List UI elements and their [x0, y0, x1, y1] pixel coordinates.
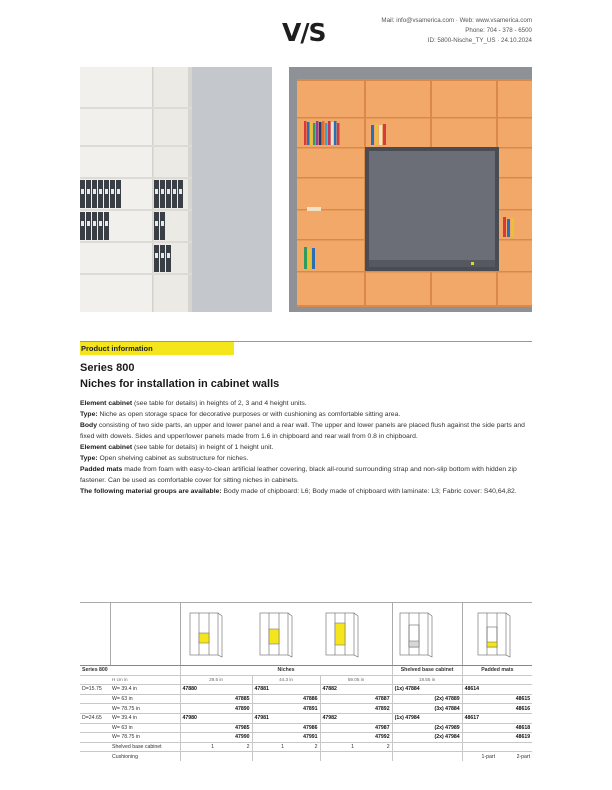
article-number: 47987 — [356, 723, 392, 733]
contact-mail-web: Mail: info@vsamerica.com · Web: www.vsamerica.com — [381, 17, 532, 24]
article-number — [252, 733, 286, 743]
niche-3hu-diagram — [258, 611, 294, 659]
article-number: 48617 — [462, 713, 497, 723]
article-number: 48614 — [462, 685, 497, 695]
width-cell: W= 39.4 in — [110, 713, 180, 723]
niche-2hu-diagram — [188, 611, 224, 659]
article-number: 47886 — [286, 694, 320, 704]
article-number — [497, 713, 532, 723]
article-number: (2x) 47889 — [422, 694, 462, 704]
desc-text: made from foam with easy-to-clean artificial leather covering, black all-round surrounding strap and non-slip bottom with hidden zip fastener. Can be used as comfortable cover for sitting niches in cabinets. — [80, 466, 517, 484]
article-number: 47991 — [286, 733, 320, 743]
article-number — [392, 733, 422, 743]
article-number — [252, 694, 286, 704]
desc-text: (see table for details) in height of 1 height unit. — [132, 444, 274, 451]
article-number — [392, 694, 422, 704]
section-label: Product information — [81, 344, 153, 353]
depth-cell — [80, 704, 110, 714]
article-number: 47882 — [320, 685, 356, 695]
table-heights-row — [80, 675, 532, 685]
count-cell: 1 — [320, 742, 356, 752]
desc-paragraph — [80, 464, 536, 486]
article-number: 47892 — [356, 704, 392, 714]
article-number: 48618 — [497, 723, 532, 733]
height-label: H cm in — [110, 675, 180, 685]
table-row — [80, 694, 532, 704]
desc-paragraph — [80, 409, 536, 420]
article-number: (2x) 47984 — [422, 733, 462, 743]
article-number: 48616 — [497, 704, 532, 714]
desc-paragraph — [80, 453, 536, 464]
height-value: 59.05 in — [320, 675, 392, 685]
article-number — [422, 685, 462, 695]
article-number — [180, 733, 216, 743]
article-number — [422, 713, 462, 723]
article-number: (1x) 47984 — [392, 713, 422, 723]
article-number — [180, 723, 216, 733]
table-header-row — [80, 666, 532, 676]
article-number: 47880 — [180, 685, 216, 695]
article-number — [320, 694, 356, 704]
article-number — [286, 713, 320, 723]
height-value: 29.5 in — [180, 675, 252, 685]
vs-logo: V/S — [282, 18, 326, 47]
desc-text: (see table for details) in heights of 2, 3 and 4 height units. — [132, 400, 307, 407]
width-cell: W= 63 in — [110, 694, 180, 704]
product-photo-white-shelving — [80, 67, 272, 312]
article-number: 47992 — [356, 733, 392, 743]
article-number — [320, 704, 356, 714]
table-row — [80, 685, 532, 695]
desc-term: Body — [80, 422, 97, 429]
count-cell: 1 — [180, 742, 216, 752]
article-number: 47891 — [286, 704, 320, 714]
table-row — [80, 713, 532, 723]
depth-cell — [80, 733, 110, 743]
desc-text: Open shelving cabinet as substructure for niches. — [97, 455, 249, 462]
article-number — [320, 733, 356, 743]
article-number: 48615 — [497, 694, 532, 704]
article-number: 47982 — [320, 713, 356, 723]
cushioning-row-label: Cushioning — [110, 752, 180, 761]
count-cell: 2 — [356, 742, 392, 752]
width-cell: W= 78.75 in — [110, 733, 180, 743]
header-niches: Niches — [180, 666, 392, 676]
article-number: (3x) 47884 — [422, 704, 462, 714]
article-number — [462, 733, 497, 743]
desc-term: Type: — [80, 455, 98, 462]
article-number: 47980 — [180, 713, 216, 723]
product-table — [80, 602, 532, 761]
article-number — [252, 704, 286, 714]
width-cell: W= 78.75 in — [110, 704, 180, 714]
article-number — [356, 685, 392, 695]
width-cell: W= 39.4 in — [110, 685, 180, 695]
contact-phone: Phone: 704 - 378 - 6500 — [465, 27, 532, 34]
depth-cell — [80, 694, 110, 704]
article-number: 48619 — [497, 733, 532, 743]
niche-4hu-diagram — [324, 611, 360, 659]
article-number — [252, 723, 286, 733]
article-number: 47981 — [252, 713, 286, 723]
article-number — [497, 685, 532, 695]
table-row-shelved — [80, 742, 532, 752]
cushion-part: 1-part — [462, 752, 497, 761]
desc-paragraph — [80, 398, 536, 409]
desc-term: Type: — [80, 411, 98, 418]
article-number: 47885 — [216, 694, 252, 704]
count-cell: 1 — [252, 742, 286, 752]
contact-info — [381, 16, 532, 46]
article-number: (2x) 47989 — [422, 723, 462, 733]
width-cell: W= 63 in — [110, 723, 180, 733]
count-cell: 2 — [286, 742, 320, 752]
desc-term: Padded mats — [80, 466, 123, 473]
article-number — [462, 704, 497, 714]
shelved-base-cabinet-diagram — [398, 611, 434, 659]
table-row — [80, 723, 532, 733]
desc-text: consisting of two side parts, an upper and lower panel and a rear wall. The upper and lower panels are placed flush against the side parts and fixed with dowels. Sides and upper/lower panels made from 1.6 in chipboard and rear wall from 0.8 in chipboard. — [80, 422, 525, 440]
table-row — [80, 733, 532, 743]
shelved-row-label: Shelved base cabinet — [110, 742, 180, 752]
document-id: ID: 5800-Nische_TY_US · 24.10.2024 — [427, 37, 532, 44]
page-title: Niches for installation in cabinet walls — [80, 378, 280, 390]
article-number — [462, 694, 497, 704]
desc-term: Element cabinet — [80, 444, 133, 451]
article-number — [216, 713, 252, 723]
header-shelved: Shelved base cabinet — [392, 666, 462, 676]
depth-cell — [80, 723, 110, 733]
article-number — [216, 685, 252, 695]
table-image-row — [80, 602, 532, 665]
article-number: 47985 — [216, 723, 252, 733]
desc-term: The following material groups are available: — [80, 488, 222, 495]
table-row — [80, 704, 532, 714]
article-number — [180, 694, 216, 704]
article-number — [356, 713, 392, 723]
product-photo-cabinet-wall-niche — [289, 67, 532, 312]
article-number: 47887 — [356, 694, 392, 704]
height-value: 44.3 in — [252, 675, 320, 685]
article-number — [180, 704, 216, 714]
article-number: 47890 — [216, 704, 252, 714]
article-number: 47990 — [216, 733, 252, 743]
desc-text: Body made of chipboard: L6; Body made of chipboard with laminate: L3; Fabric cover: S40,64,82. — [221, 488, 517, 495]
count-cell: 2 — [216, 742, 252, 752]
article-number-table — [80, 665, 532, 761]
height-value: 18.55 in — [392, 675, 462, 685]
article-number — [286, 685, 320, 695]
product-description — [80, 398, 536, 497]
depth-cell: D=24.65 — [80, 713, 110, 723]
desc-paragraph — [80, 486, 536, 497]
article-number — [392, 723, 422, 733]
cushion-part: 2-part — [497, 752, 532, 761]
table-row-cushioning — [80, 752, 532, 761]
article-number — [462, 723, 497, 733]
desc-paragraph — [80, 420, 536, 442]
desc-paragraph — [80, 442, 536, 453]
article-number — [320, 723, 356, 733]
article-number: (1x) 47884 — [392, 685, 422, 695]
desc-text: Niche as open storage space for decorative purposes or with cushioning as comfortable sitting area. — [97, 411, 401, 418]
series-heading: Series 800 — [80, 362, 135, 374]
desc-term: Element cabinet — [80, 400, 133, 407]
article-number: 47986 — [286, 723, 320, 733]
depth-cell: D=15.75 — [80, 685, 110, 695]
article-number — [392, 704, 422, 714]
header-padded: Padded mats — [462, 666, 532, 676]
header-series: Series 800 — [80, 666, 180, 676]
padded-mats-diagram — [476, 611, 512, 659]
article-number: 47881 — [252, 685, 286, 695]
